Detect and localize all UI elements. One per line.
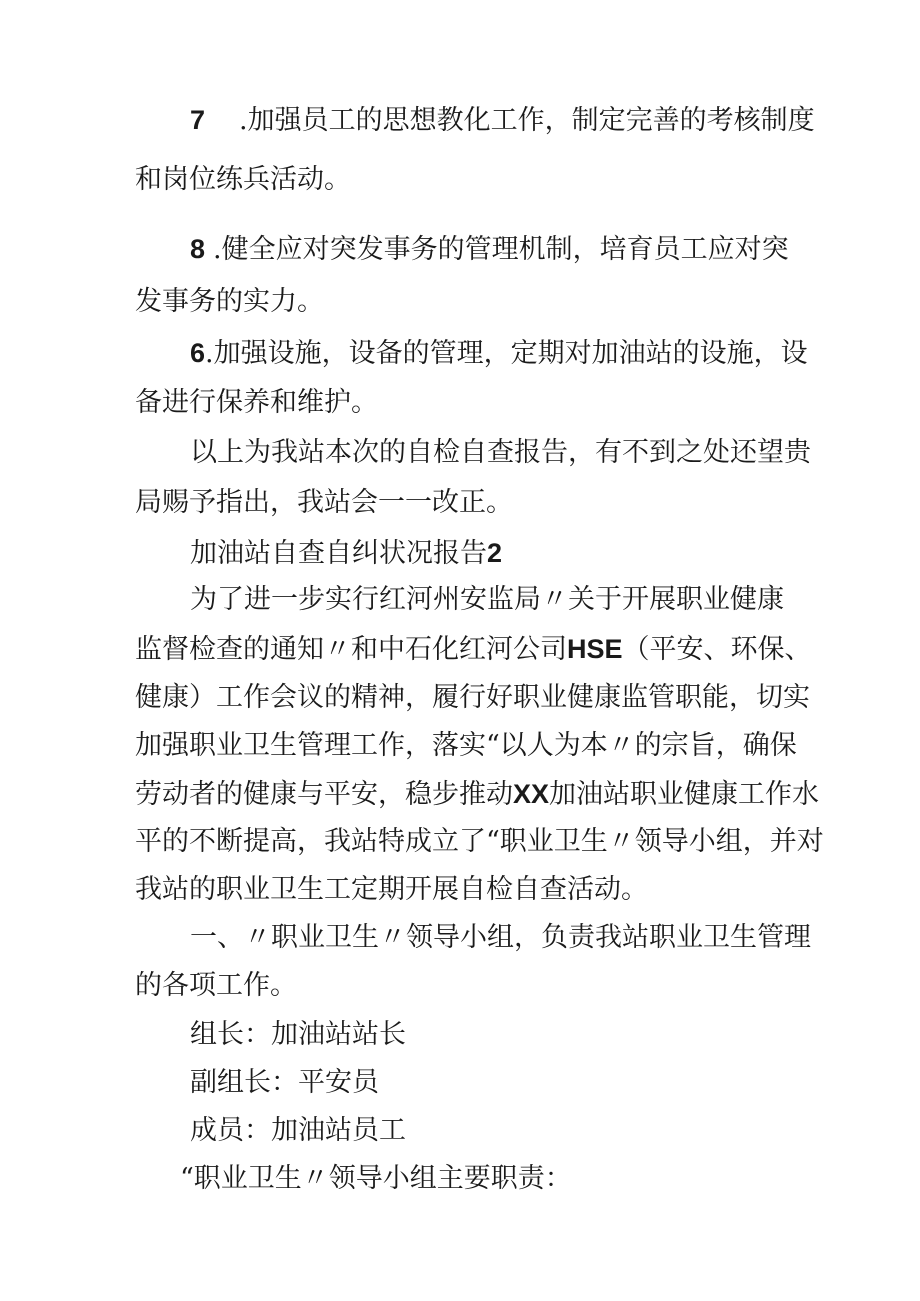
item-7-line-1 xyxy=(190,103,815,138)
deputy-line: 副组长：平安员 xyxy=(190,1067,379,1098)
item-8-text: .健全应对突发事务的管理机制，培育员工应对突 xyxy=(213,234,789,265)
intro-line-4: 加强职业卫生管理工作，落实“以人为本〃的宗旨，确保 xyxy=(135,730,797,761)
report-title xyxy=(190,536,502,571)
section-1-line-1: 一、〃职业卫生〃领导小组，负责我站职业卫生管理 xyxy=(190,922,811,953)
section-1-line-2: 的各项工作。 xyxy=(135,970,297,1001)
member-line: 成员：加油站员工 xyxy=(190,1115,406,1146)
intro-line-3: 健康）工作会议的精神，履行好职业健康监管职能，切实 xyxy=(135,682,810,713)
duties-heading: “职业卫生〃领导小组主要职责： xyxy=(180,1163,572,1194)
report-title-number: 2 xyxy=(487,538,503,568)
item-6-text: .加强设施，设备的管理，定期对加油站的设施，设 xyxy=(205,338,808,369)
intro-line-2 xyxy=(135,632,812,667)
intro-line-5 xyxy=(135,777,819,812)
intro-line-2-text-c: （平安、环保、 xyxy=(622,634,812,665)
intro-hse: HSE xyxy=(567,634,623,664)
intro-line-1: 为了进一步实行红河州安监局〃关于开展职业健康 xyxy=(190,584,784,615)
closing-line-2: 局赐予指出，我站会一一改正。 xyxy=(135,487,513,518)
item-7-number: 7 xyxy=(190,105,206,135)
item-6-number: 6 xyxy=(190,338,206,368)
item-6-line-1 xyxy=(190,336,808,371)
leader-line: 组长：加油站站长 xyxy=(190,1019,406,1050)
intro-line-6: 平的不断提高，我站特成立了“职业卫生〃领导小组，并对 xyxy=(135,826,824,857)
item-6-line-2: 备进行保养和维护。 xyxy=(135,387,378,418)
report-title-text: 加油站自查自纠状况报告 xyxy=(190,538,487,569)
intro-line-5-text-a: 劳动者的健康与平安，稳步推动 xyxy=(135,779,513,810)
item-8-line-1 xyxy=(190,232,789,267)
intro-xx: XX xyxy=(513,779,550,809)
item-7-text: .加强员工的思想教化工作，制定完善的考核制度 xyxy=(239,105,815,136)
intro-line-7: 我站的职业卫生工定期开展自检自查活动。 xyxy=(135,874,648,905)
closing-line-1: 以上为我站本次的自检自查报告，有不到之处还望贵 xyxy=(190,437,811,468)
intro-line-5-text-c: 加油站职业健康工作水 xyxy=(549,779,820,810)
intro-line-2-text-a: 监督检查的通知〃和中石化红河公司 xyxy=(135,634,567,665)
item-7-line-2: 和岗位练兵活动。 xyxy=(135,164,351,195)
item-8-number: 8 xyxy=(190,234,206,264)
item-8-line-2: 发事务的实力。 xyxy=(135,286,324,317)
